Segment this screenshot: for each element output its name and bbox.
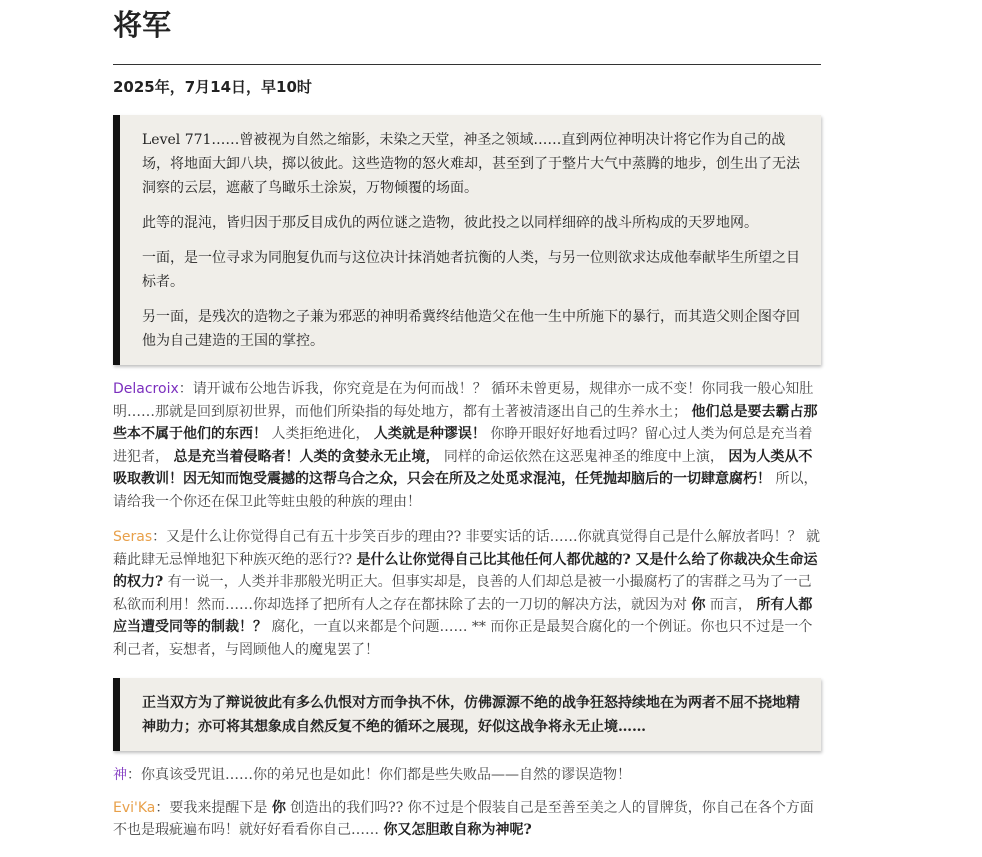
speaker-name: Delacroix (113, 381, 179, 397)
dialogue-emphasis: 他们总是要去霸占那些本不属于他们的东西！ (113, 403, 818, 442)
narration-paragraph: Level 771……曾被视为自然之缩影，未染之天堂，神圣之领域……直到两位神明决计将它作为自己的战场，将地面大卸八块，掷以彼此。这些造物的怒火难却，甚至到了于整片大气中蒸腾的地步，创生出了无法洞察的云层，遮蔽了鸟瞰乐土涂炭，万物倾覆的场面。 (142, 132, 800, 196)
speaker-separator: ： (152, 529, 167, 545)
dialogue-evika (113, 797, 821, 842)
narration-box (113, 115, 821, 365)
dialogue-text: 你真该受咒诅……你的弟兄也是如此！你们都是些失败品——自然的谬误造物！ (141, 767, 631, 783)
dialogue-emphasis: 你又怎胆敢自称为神呢? (383, 822, 532, 838)
speaker-separator: ： (155, 799, 170, 816)
dialogue-text: 腐化，一直以来都是个问题…… ** 而你正是最契合腐化的一个例证。你也只不过是一个利己者，妄想者，与罔顾他人的魔鬼罢了！ (113, 619, 813, 658)
dialogue-emphasis: 你 (691, 596, 706, 613)
dialogue-text: 要我来提醒下是 (169, 799, 268, 816)
dialogue-emphasis: 总是充当着侵略者！人类的贪婪永无止境， (173, 448, 440, 465)
dialogue-emphasis: 人类就是种谬误！ (373, 426, 486, 442)
speaker-separator: ： (127, 767, 141, 783)
dialogue-emphasis: 所有人都应当遭受同等的制裁！？ (113, 596, 813, 635)
speaker-name: Seras (113, 529, 153, 545)
article (113, 0, 821, 842)
speaker-separator: ： (178, 381, 193, 397)
dialogue-text: 人类拒绝进化， (271, 426, 370, 442)
narration-paragraph: 此等的混沌，皆归因于那反目成仇的两位谜之造物，彼此投之以同样细碎的战斗所构成的天罗地网。 (142, 215, 758, 231)
dialogue-text: 而言， (709, 596, 752, 613)
page-title: 将军 (113, 8, 172, 42)
dialogue-seras (113, 526, 821, 661)
dialogue-emphasis: 你 (271, 799, 286, 816)
title-divider (113, 64, 821, 65)
narration-box (113, 678, 821, 751)
dialogue-text: 创造出的我们吗?? 你不过是个假装自己是至善至美之人的冒牌货，你自己在各个方面不也是瑕疵遍布吗！就好好看看你自己…… (113, 799, 814, 838)
dialogue-text: 你睁开眼好好地看过吗？留心过人类为何总是充当着进犯者， (113, 426, 813, 465)
dialogue-text: 又是什么让你觉得自己有五十步笑百步的理由?? 非要实话的话……你就真觉得自己是什么解放者吗！？ 就藉此肆无忌惮地犯下种族灭绝的恶行?? (113, 529, 821, 568)
speaker-name: 神 (113, 767, 127, 783)
dialogue-text: 同样的命运依然在这恶鬼神圣的维度中上演， (443, 448, 724, 465)
dialogue-delacroix (113, 378, 821, 513)
narration-paragraph: 另一面，是残次的造物之子兼为邪恶的神明希冀终结他造父在他一生中所施下的暴行，而其造父则企图夺回他为自己建造的王国的掌控。 (142, 309, 800, 349)
narration-paragraph: 一面，是一位寻求为同胞复仇而与这位决计抹消她者抗衡的人类，与另一位则欲求达成他奉献毕生所望之目标者。 (142, 250, 800, 290)
dialogue-god (113, 764, 821, 787)
dialogue-text: 请开诚布公地告诉我，你究竟是在为何而战！？ 循环未曾更易，规律亦一成不变！你同我一般心知肚明……那就是回到原初世界，而他们所染指的每处地方，都有土著被清逐出自己的生养水土； (113, 381, 814, 420)
dialogue-emphasis: 是什么让你觉得自己比其他任何人都优越的? 又是什么给了你裁决众生命运的权力? (113, 551, 818, 590)
narration-paragraph: 正当双方为了辩说彼此有多么仇恨对方而争执不休，仿佛源源不绝的战争狂怒持续地在为两者不屈不挠地精神助力；亦可将其想象成自然反复不绝的循环之展现，好似这战争将永无止境…… (142, 695, 800, 735)
date-heading: 2025年，7月14日，早10时 (113, 78, 312, 96)
dialogue-text: 所以，请给我一个你还在保卫此等蛀虫般的种族的理由！ (113, 471, 818, 510)
dialogue-text: 有一说一，人类并非那般光明正大。但事实却是，良善的人们却总是被一小撮腐朽了的害群之马为了一己私欲而利用！然而……你却选择了把所有人之存在都抹除了去的一刀切的解决方法，就因为对 (113, 574, 812, 613)
speaker-name: Evi'Ka (113, 799, 156, 816)
dialogue-emphasis: 因为人类从不吸取教训！因无知而饱受震撼的这帮乌合之众，只会在所及之处觅求混沌，任凭抛却脑后的一切肆意腐朽！ (113, 448, 813, 487)
